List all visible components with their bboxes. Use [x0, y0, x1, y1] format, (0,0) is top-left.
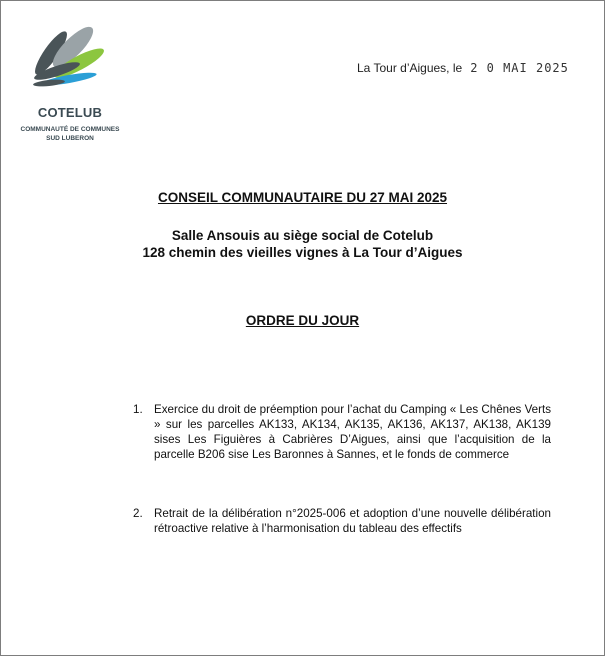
logo-subtitle [15, 125, 125, 143]
agenda-item [133, 506, 551, 536]
cotelub-logo-mark [15, 17, 125, 107]
venue-line1: Salle Ansouis au siège social de Cotelub [171, 228, 434, 243]
logo-name: COTELUB [37, 105, 103, 120]
place-date-line [357, 61, 569, 75]
place-date-prefix: La Tour d’Aigues, le [357, 61, 463, 75]
logo-subtitle-line1: COMMUNAUTÉ DE COMMUNES [20, 126, 120, 133]
document-title: CONSEIL COMMUNAUTAIRE DU 27 MAI 2025 [157, 190, 448, 205]
agenda-item-text: Exercice du droit de préemption pour l’achat du Camping « Les Chênes Verts » sur les parcelles AK133, AK134, AK135, AK136, AK137, AK138, AK139 sises Les Figuières à Cabrières D’Aigues, ainsi que l’acquisition de la parcelle B206 sise Les Baronnes à Sannes, et le fonds de commerce [154, 403, 551, 461]
date-stamp: 2 0 MAI 2025 [470, 61, 569, 75]
agenda-item [133, 402, 551, 462]
agenda-item-number: 2. [133, 507, 143, 520]
cotelub-logo [15, 17, 125, 147]
logo-subtitle-line2: SUD LUBERON [46, 135, 94, 142]
agenda-heading: ORDRE DU JOUR [245, 313, 360, 328]
agenda-item-text: Retrait de la délibération n°2025-006 et adoption d’une nouvelle délibération rétroactive relative à l’harmonisation du tableau des effectifs [154, 507, 551, 535]
venue-block [1, 227, 604, 261]
agenda-item-number: 1. [133, 403, 143, 416]
venue-line2: 128 chemin des vieilles vignes à La Tour d’Aigues [142, 245, 463, 260]
